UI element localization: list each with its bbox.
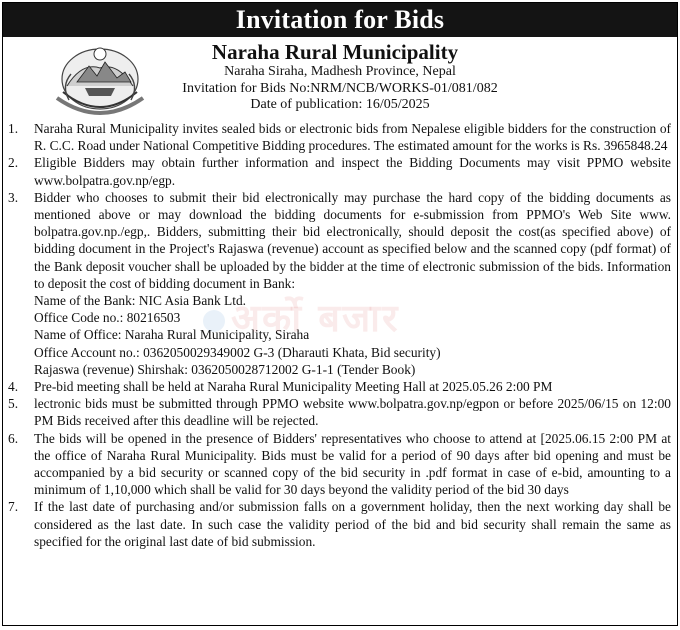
organization-address: Naraha Siraha, Madhesh Province, Nepal [224, 64, 456, 79]
item-number: 4. [8, 379, 19, 395]
item-text: If the last date of purchasing and/or submission falls on a government holiday, then the next working day shall be considered as the last date. In such case the validity period of the bid and bid security shall remain the same as specified for the original last date of bid submission. [34, 499, 671, 549]
list-item [3, 120, 677, 154]
item-text: Pre-bid meeting shall be held at Naraha Rural Municipality Meeting Hall at 2025.05.26 2:00 PM [34, 379, 553, 395]
list-item [3, 154, 677, 188]
item-number: 6. [8, 430, 19, 446]
item-text: Eligible Bidders may obtain further information and inspect the Bidding Documents may visit PPMO website www.bolpatra.gov.np/egp. [34, 155, 671, 188]
item-number: 2. [8, 155, 19, 171]
list-item [3, 395, 677, 429]
item-number: 3. [8, 189, 19, 205]
item-text: lectronic bids must be submitted through PPMO website www.bolpatra.gov.np/egpon or before 2025/06/15 on 12:00 PM Bids received after this deadline will be rejected. [34, 396, 671, 429]
office-name: Name of Office: Naraha Rural Municipality, Siraha [34, 327, 310, 343]
bank-name: Name of the Bank: NIC Asia Bank Ltd. [34, 293, 246, 309]
list-item [3, 378, 677, 395]
watermark-logo: अर्को बजार [203, 291, 400, 343]
bid-clauses-list [3, 120, 677, 550]
list-item [3, 189, 677, 378]
item-number: 7. [8, 499, 19, 515]
notice-page [2, 2, 678, 626]
organization-name: Naraha Rural Municipality [211, 40, 459, 64]
item-text: Naraha Rural Municipality invites sealed bids or electronic bids from Nepalese eligible bidders for the construction of R. C.C. Road under National Competitive Bidding procedures. The estimated amount for the works is Rs. 3965848.24 [34, 121, 671, 154]
item-text: The bids will be opened in the presence of Bidders' representatives who choose to attend at [2025.06.15 2:00 PM at the office of Naraha Rural Municipality. Bids must be valid for a period of 90 days after bid opening and must be accompanied by a bid security or scanned copy of the bid security in .pdf format in case of e-bid, amounting to a minimum of 1,10,000 which shall be valid for 30 days beyond the validity period of the bid 30 days [34, 430, 671, 498]
office-account: Office Account no.: 0362050029349002 G-3 (Dharauti Khata, Bid security) [34, 344, 441, 360]
item-number: 5. [8, 396, 19, 412]
item-number: 1. [8, 121, 19, 136]
bid-number: Invitation for Bids No:NRM/NCB/WORKS-01/081/082 [182, 80, 498, 96]
rajaswa-shirshak: Rajaswa (revenue) Shirshak: 0362050028712002 G-1-1 (Tender Book) [34, 361, 416, 377]
publication-date: Date of publication: 16/05/2025 [250, 97, 430, 112]
office-code: Office Code no.: 80216503 [34, 310, 181, 326]
list-item [3, 430, 677, 499]
list-item [3, 498, 677, 550]
item-text: Bidder who chooses to submit their bid electronically may purchase the hard copy of the bidding documents as mentioned above or may download the bidding documents for e-submission from PPMO's Web Site www. bolpatra.gov.np./egp,. Bidders, submitting their bid electronically, should deposit the cost(as specified above) of bidding document in the Project's Rajaswa (revenue) account as specified below and the scanned copy (pdf format) of the Bank deposit voucher shall be uploaded by the bidder at the time of electronic submission of the bids. Information to deposit the cost of bidding document in Bank: [34, 189, 671, 291]
notice-header [3, 37, 677, 120]
notice-title: Invitation for Bids [3, 3, 677, 37]
